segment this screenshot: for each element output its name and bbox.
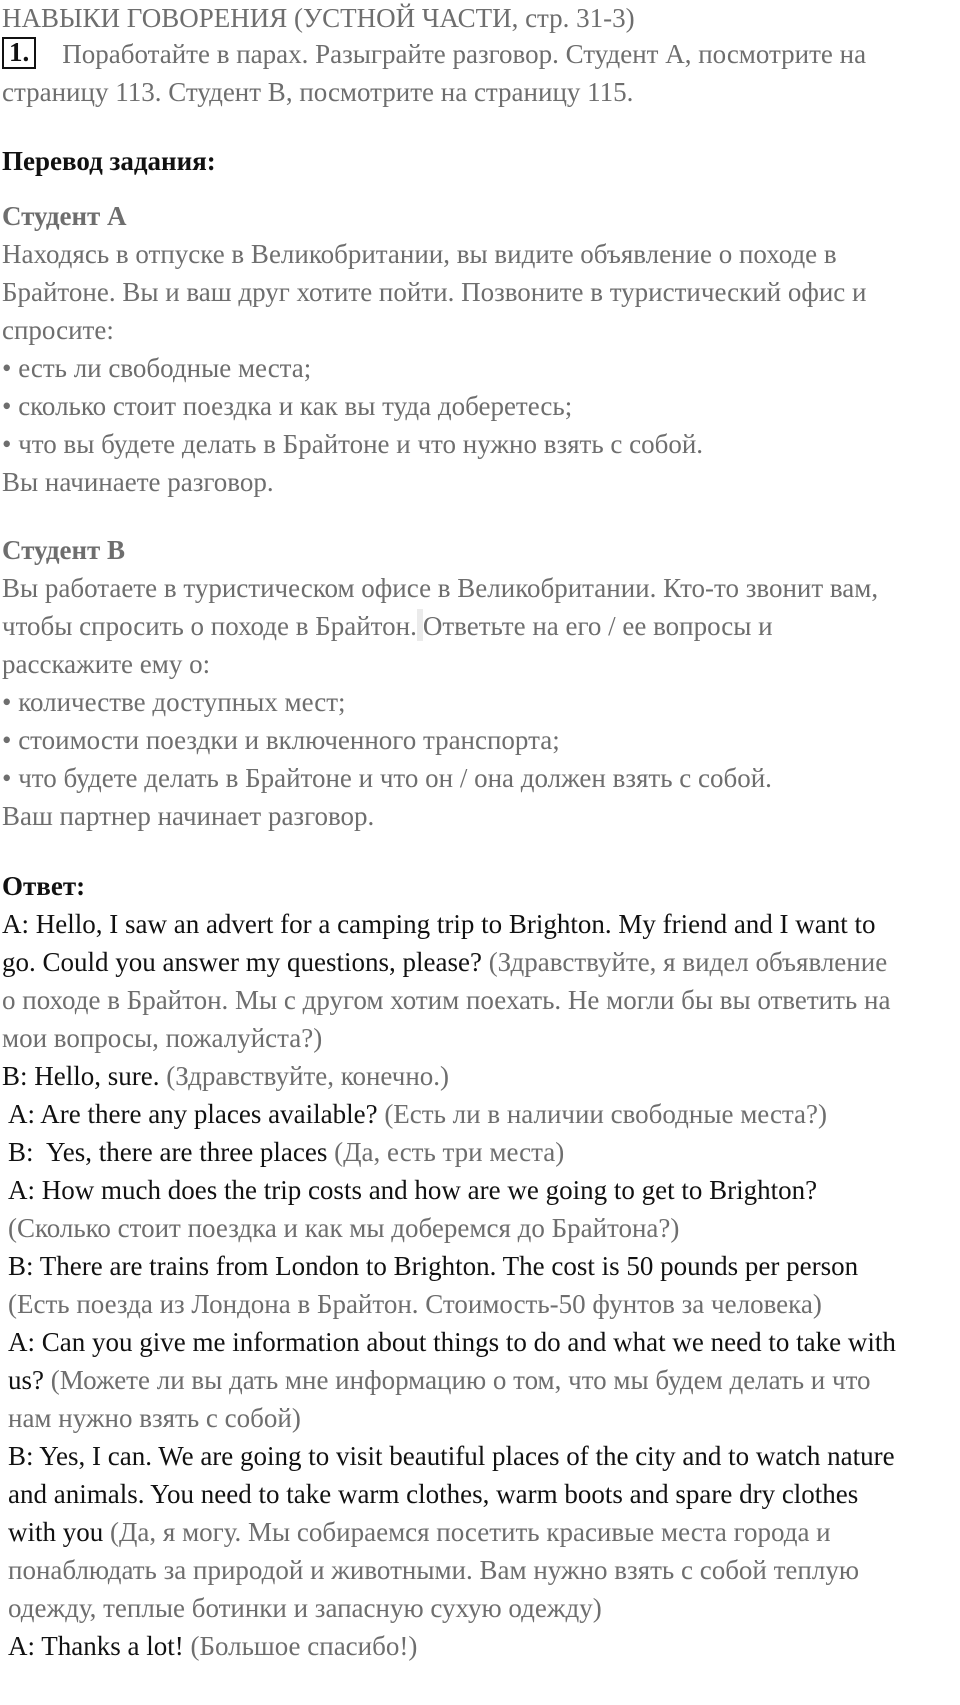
answer-english: B: Yes, there are three places — [8, 1137, 328, 1167]
student-a-bullet: • есть ли свободные места; — [2, 353, 312, 383]
translation-heading: Перевод задания: — [2, 146, 216, 176]
answer-translation: (Здравствуйте, конечно.) — [159, 1061, 450, 1091]
spacer — [2, 111, 952, 142]
answer-translation: (Здравствуйте, я видел объявление — [481, 947, 888, 977]
answer-line — [2, 943, 952, 981]
section-title: НАВЫКИ ГОВОРЕНИЯ (УСТНОЙ ЧАСТИ, стр. 31-3) — [2, 3, 635, 33]
answer-line — [2, 1627, 952, 1665]
answer-translation: понаблюдать за природой и животными. Вам нужно взять с собой теплую — [8, 1555, 860, 1585]
answer-english: A: Thanks a lot! — [8, 1631, 184, 1661]
spacer — [2, 180, 952, 197]
answer-english: go. Could you answer my questions, please? — [2, 947, 482, 977]
student-b-bullet: • количестве доступных мест; — [2, 687, 346, 717]
student-a-line: Вы начинаете разговор. — [2, 467, 274, 497]
student-a-bullet: • сколько стоит поездка и как вы туда доберетесь; — [2, 391, 573, 421]
spacer — [2, 501, 952, 531]
answer-translation: (Есть ли в наличии свободные места?) — [377, 1099, 828, 1129]
answer-line: A: Can you give me information about things to do and what we need to take with — [8, 1327, 896, 1357]
task-text-1: Поработайте в парах. Разыграйте разговор. Студент А, посмотрите на — [62, 39, 867, 69]
student-b-line-2a: чтобы спросить о походе в Брайтон. — [2, 611, 417, 641]
student-b-bullet: • стоимости поездки и включенного транспорта; — [2, 725, 560, 755]
student-b-line: Ваш партнер начинает разговор. — [2, 801, 375, 831]
answer-line: B: There are trains from London to Brighton. The cost is 50 pounds per person — [8, 1251, 859, 1281]
answer-translation: (Сколько стоит поездка и как мы доберемся до Брайтона?) — [8, 1213, 680, 1243]
student-a-heading: Студент А — [2, 201, 127, 231]
answer-translation: (Да, есть три места) — [327, 1137, 565, 1167]
student-a-line: спросите: — [2, 315, 114, 345]
answer-line: A: Hello, I saw an advert for a camping trip to Brighton. My friend and I want to — [2, 909, 876, 939]
answer-line: and animals. You need to take warm clothes, warm boots and spare dry clothes — [8, 1479, 859, 1509]
answer-line: A: How much does the trip costs and how are we going to get to Brighton? — [8, 1175, 818, 1205]
answer-line: B: Yes, I can. We are going to visit beautiful places of the city and to watch nature — [8, 1441, 895, 1471]
student-a-bullet: • что вы будете делать в Брайтоне и что нужно взять с собой. — [2, 429, 704, 459]
answer-line — [2, 1513, 952, 1551]
student-b-line — [2, 607, 952, 645]
student-a-line: Брайтоне. Вы и ваш друг хотите пойти. Позвоните в туристический офис и — [2, 277, 867, 307]
answer-translation: нам нужно взять с собой) — [8, 1403, 301, 1433]
student-a-line: Находясь в отпуске в Великобритании, вы видите объявление о походе в — [2, 239, 837, 269]
student-b-line-2b: Ответьте на его / ее вопросы и — [422, 611, 773, 641]
answer-translation: (Да, я могу. Мы собираемся посетить красивые места города и — [103, 1517, 831, 1547]
task-number-badge: 1. — [2, 37, 36, 69]
answer-heading: Ответ: — [2, 871, 86, 901]
student-b-heading: Студент В — [2, 535, 126, 565]
task-line-2: страницу 113. Студент В, посмотрите на страницу 115. — [2, 77, 634, 107]
answer-translation: (Можете ли вы дать мне информацию о том, что мы будем делать и что — [44, 1365, 871, 1395]
document-page — [2, 0, 952, 1665]
answer-translation: (Есть поезда из Лондона в Брайтон. Стоимость-50 фунтов за человека) — [8, 1289, 822, 1319]
spacer — [2, 835, 952, 867]
answer-line — [2, 1095, 952, 1133]
answer-line — [2, 1133, 952, 1171]
answer-english: B: Hello, sure. — [2, 1061, 160, 1091]
answer-translation: (Большое спасибо!) — [183, 1631, 418, 1661]
answer-english: with you — [8, 1517, 104, 1547]
answer-english: us? — [8, 1365, 44, 1395]
student-b-line: расскажите ему о: — [2, 649, 211, 679]
answer-english: A: Are there any places available? — [8, 1099, 378, 1129]
answer-line — [2, 1057, 952, 1095]
answer-translation: о походе в Брайтон. Мы с другом хотим поехать. Не могли бы вы ответить на — [2, 985, 891, 1015]
answer-line — [2, 1361, 952, 1399]
answer-translation: мои вопросы, пожалуйста?) — [2, 1023, 323, 1053]
task-line-1 — [2, 35, 952, 73]
student-b-bullet: • что будете делать в Брайтоне и что он / она должен взять с собой. — [2, 763, 772, 793]
answer-translation: одежду, теплые ботинки и запасную сухую одежду) — [8, 1593, 602, 1623]
student-b-line: Вы работаете в туристическом офисе в Великобритании. Кто-то звонит вам, — [2, 573, 879, 603]
